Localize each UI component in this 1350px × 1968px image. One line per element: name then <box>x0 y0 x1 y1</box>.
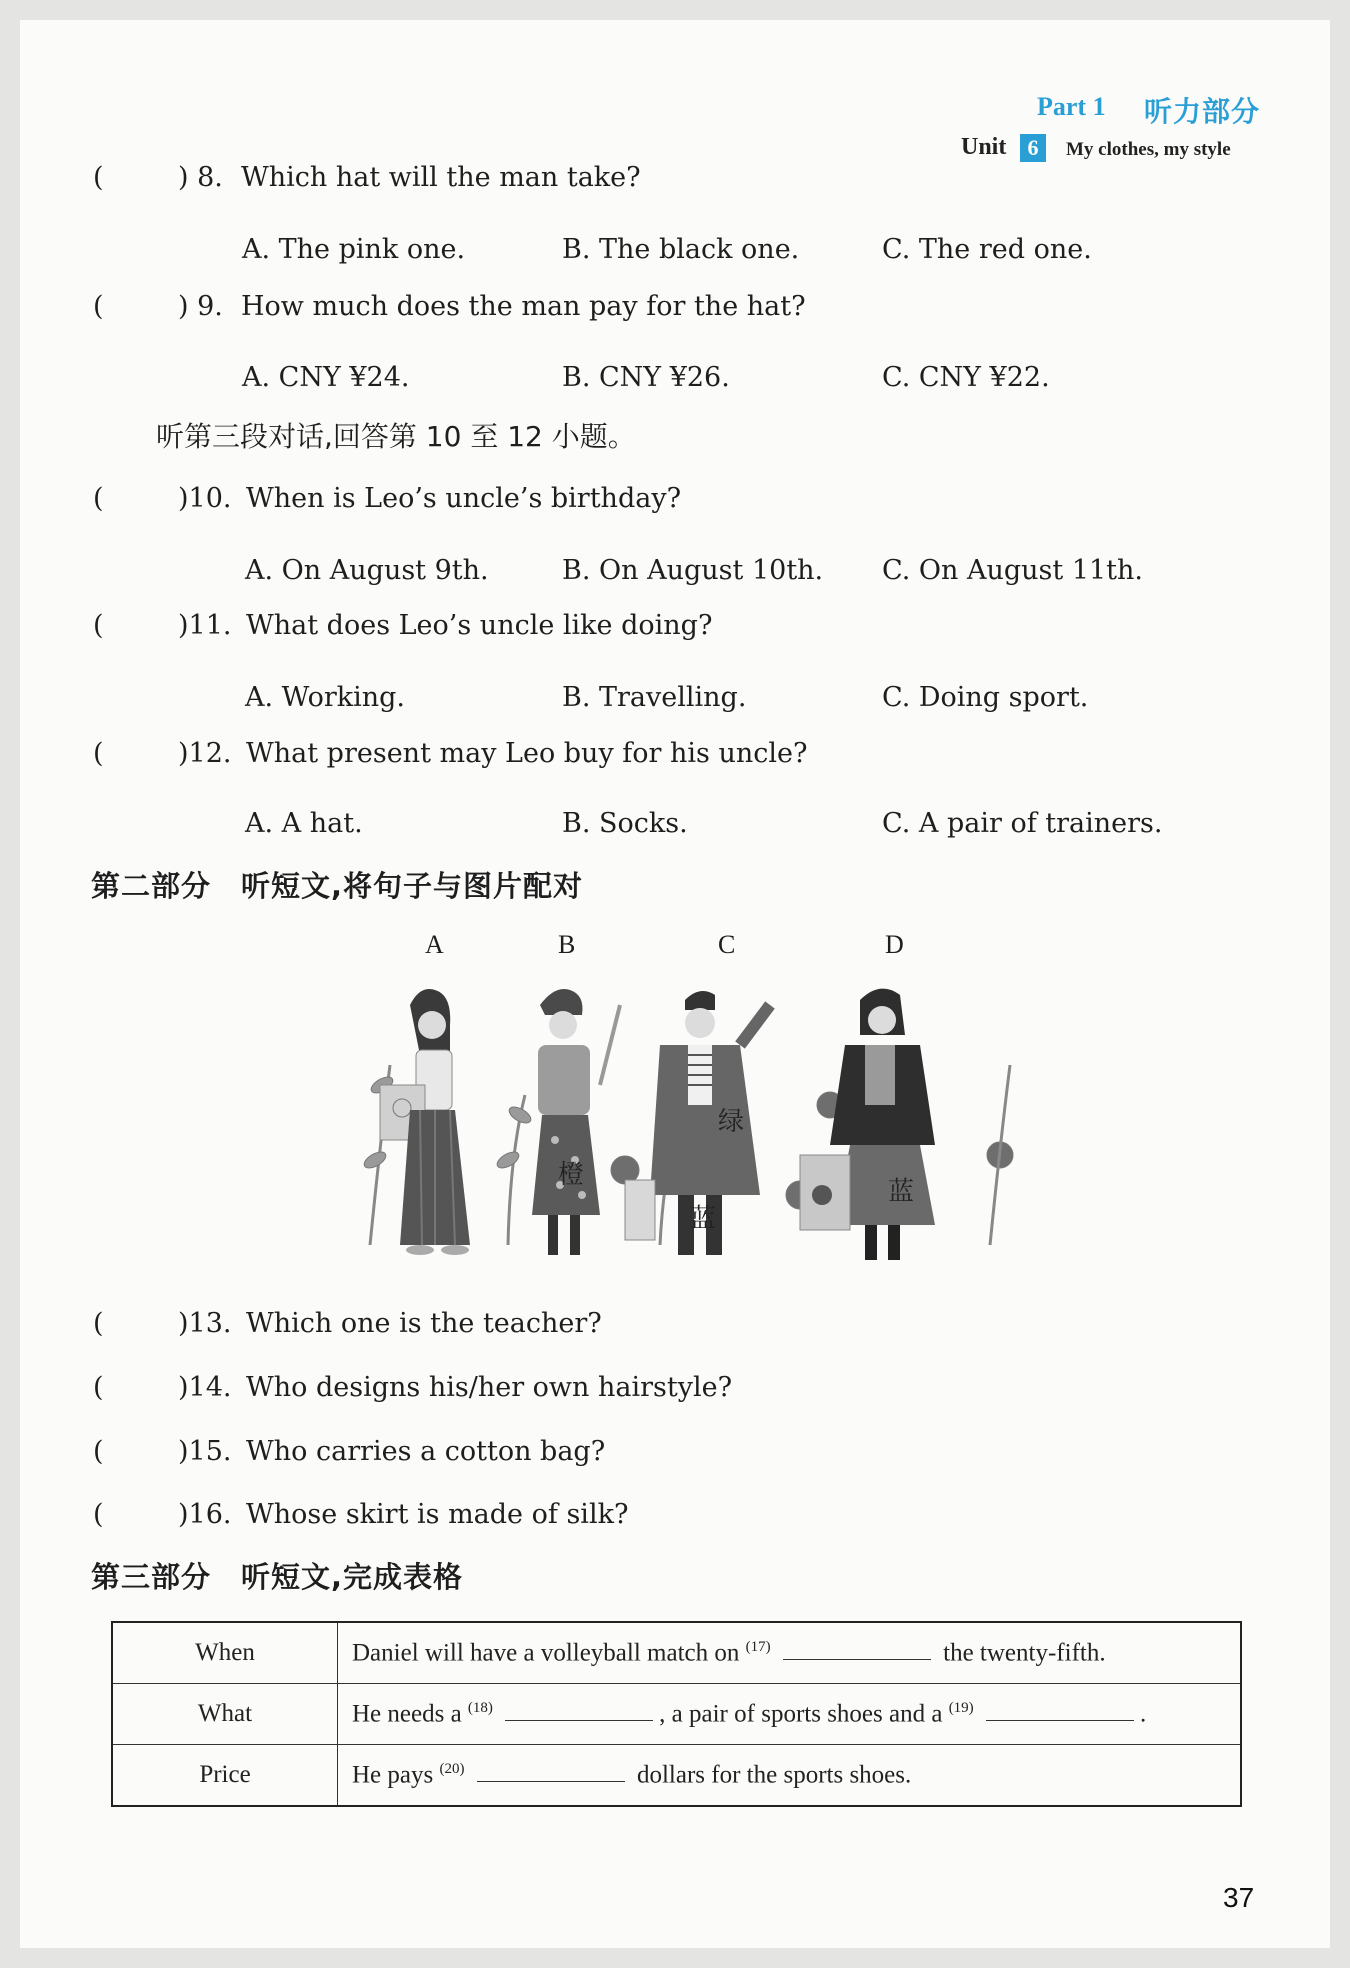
option-c: C. On August 11th. <box>882 555 1143 586</box>
figure-a <box>380 989 470 1255</box>
question-number: )16. <box>178 1499 232 1530</box>
fill-in-table <box>111 1621 1242 1807</box>
question-text: Which hat will the man take? <box>241 162 641 193</box>
table-row <box>112 1622 1241 1684</box>
question-text: How much does the man pay for the hat? <box>241 291 806 322</box>
row-text-when <box>338 1622 1242 1684</box>
header-unit-number: 6 <box>1020 134 1046 162</box>
figure-b <box>532 989 620 1255</box>
answer-paren: ( <box>93 162 104 193</box>
question-number: )13. <box>178 1308 232 1339</box>
answer-paren: ( <box>93 483 104 514</box>
option-a: A. The pink one. <box>242 234 466 265</box>
row-text-mid: dollars for the sports shoes. <box>636 1761 912 1789</box>
workbook-page <box>20 20 1330 1948</box>
picture-label-d: D <box>885 930 904 959</box>
row-text-pre: He pays <box>352 1761 434 1789</box>
answer-blank-18[interactable] <box>505 1700 653 1721</box>
question-number: )14. <box>178 1372 232 1403</box>
answer-blank-17[interactable] <box>783 1639 931 1660</box>
answer-paren: ( <box>93 1372 104 1403</box>
header-part: Part 1 <box>1037 92 1106 121</box>
note-c-coat: 绿 <box>718 1107 745 1137</box>
note-d-skirt: 蓝 <box>888 1177 915 1207</box>
figure-d <box>800 989 935 1260</box>
header-unit-label: Unit <box>961 134 1007 160</box>
option-c: C. The red one. <box>882 234 1092 265</box>
option-a: A. Working. <box>245 682 405 713</box>
page-number: 37 <box>1223 1882 1255 1913</box>
row-label-what: What <box>112 1684 338 1745</box>
question-text: Who carries a cotton bag? <box>246 1436 606 1467</box>
row-text-post: . <box>1139 1700 1147 1728</box>
blank-number: (20) <box>439 1760 465 1777</box>
answer-paren: ( <box>93 610 104 641</box>
answer-paren: ( <box>93 738 104 769</box>
row-text-pre: Daniel will have a volleyball match on <box>352 1639 740 1667</box>
question-text: Who designs his/her own hairstyle? <box>246 1372 733 1403</box>
note-b-skirt: 橙 <box>558 1160 585 1190</box>
note-c-pants: 蓝 <box>690 1204 717 1234</box>
blank-number: (17) <box>745 1638 771 1655</box>
question-text: Which one is the teacher? <box>246 1308 602 1339</box>
row-text-pre: He needs a <box>352 1700 462 1728</box>
question-number: )10. <box>178 483 232 514</box>
question-number: )15. <box>178 1436 232 1467</box>
question-text: Whose skirt is made of silk? <box>246 1499 629 1530</box>
option-c: C. Doing sport. <box>882 682 1089 713</box>
table-row <box>112 1745 1241 1807</box>
header-unit-title: My clothes, my style <box>1066 139 1231 160</box>
answer-paren: ( <box>93 1308 104 1339</box>
option-c: C. CNY ¥22. <box>882 362 1050 393</box>
row-label-price: Price <box>112 1745 338 1807</box>
answer-paren: ( <box>93 291 104 322</box>
option-b: B. Travelling. <box>562 682 747 713</box>
row-text-price <box>338 1745 1242 1807</box>
option-b: B. CNY ¥26. <box>562 362 730 393</box>
section-2-heading: 第二部分 听短文,将句子与图片配对 <box>91 869 584 903</box>
option-b: B. On August 10th. <box>562 555 824 586</box>
picture-label-a: A <box>425 930 444 959</box>
table-row <box>112 1684 1241 1745</box>
question-number: )12. <box>178 738 232 769</box>
option-a: A. CNY ¥24. <box>242 362 410 393</box>
section-3-heading: 第三部分 听短文,完成表格 <box>91 1560 464 1594</box>
row-text-mid: the twenty-fifth. <box>943 1639 1106 1667</box>
answer-blank-20[interactable] <box>477 1761 625 1782</box>
question-number: )11. <box>178 610 232 641</box>
question-text: What present may Leo buy for his uncle? <box>246 738 808 769</box>
option-b: B. Socks. <box>562 808 688 839</box>
blank-number: (19) <box>948 1699 974 1716</box>
instruction-dialogue-3: 听第三段对话,回答第 10 至 12 小题。 <box>156 420 636 453</box>
option-c: C. A pair of trainers. <box>882 808 1163 839</box>
answer-paren: ( <box>93 1436 104 1467</box>
option-a: A. A hat. <box>245 808 363 839</box>
row-text-what <box>338 1684 1242 1745</box>
question-number: ) 9. <box>178 291 223 322</box>
picture-label-c: C <box>718 930 736 959</box>
option-b: B. The black one. <box>562 234 800 265</box>
answer-blank-19[interactable] <box>986 1700 1134 1721</box>
question-text: When is Leo’s uncle’s birthday? <box>246 483 682 514</box>
row-label-when: When <box>112 1622 338 1684</box>
question-number: ) 8. <box>178 162 223 193</box>
row-text-mid: , a pair of sports shoes and a <box>659 1700 943 1728</box>
answer-paren: ( <box>93 1499 104 1530</box>
picture-label-b: B <box>558 930 576 959</box>
header-section-cn: 听力部分 <box>1144 95 1261 128</box>
question-text: What does Leo’s uncle like doing? <box>246 610 713 641</box>
blank-number: (18) <box>467 1699 493 1716</box>
option-a: A. On August 9th. <box>245 555 489 586</box>
people-illustration <box>360 945 1020 1275</box>
